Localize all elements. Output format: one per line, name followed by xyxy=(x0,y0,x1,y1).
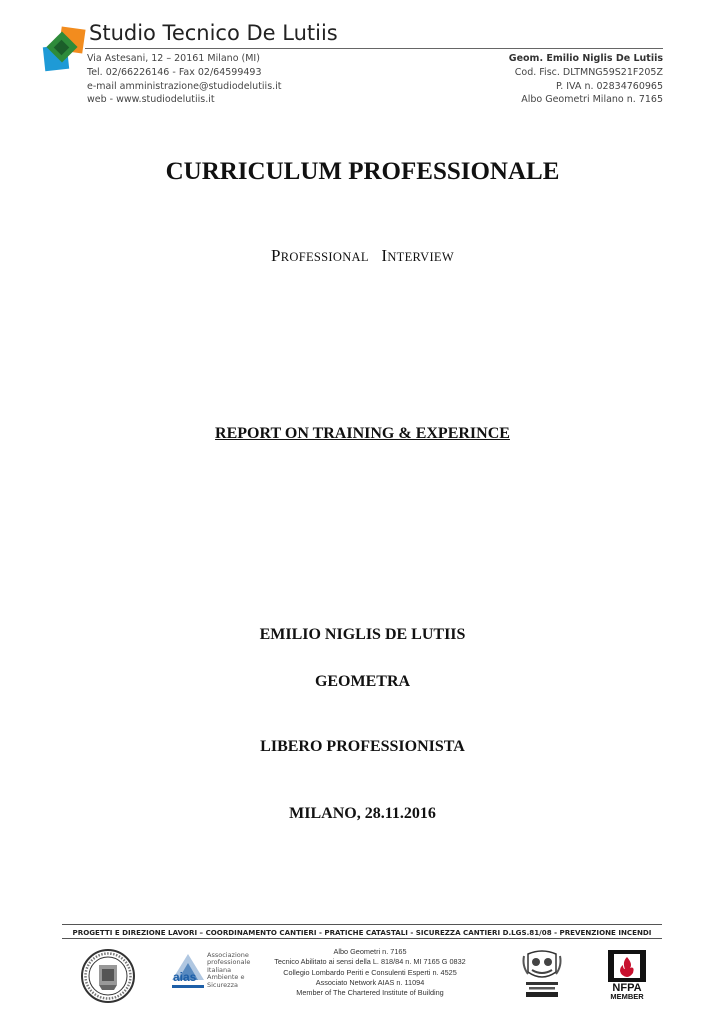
header-registration xyxy=(509,52,663,107)
nfpa-member-label: MEMBER xyxy=(610,992,644,1000)
credential-line: Collegio Lombardo Periti e Consulenti Esperti n. 4525 xyxy=(283,967,457,977)
vat-number: P. IVA n. 02834760965 xyxy=(555,80,663,92)
email: e-mail amministrazione@studiodelutiis.it xyxy=(87,80,282,92)
website: web - www.studiodelutiis.it xyxy=(87,94,215,106)
studio-logo xyxy=(40,26,90,76)
ciob-crest-icon xyxy=(520,948,564,1000)
register-number: Albo Geometri Milano n. 7165 xyxy=(521,94,663,106)
document-subtitle xyxy=(0,246,725,266)
footer-divider-top xyxy=(62,924,662,925)
subtitle-rest-1: ROFESSIONAL xyxy=(280,250,369,264)
document-title: CURRICULUM PROFESSIONALE xyxy=(165,158,560,185)
aias-line: Associazione xyxy=(207,951,249,959)
credential-line: Tecnico Abilitato ai sensi della L. 818/84 n. MI 7165 G 0832 xyxy=(274,957,466,967)
aias-line: Sicurezza xyxy=(207,980,238,989)
footer-credentials xyxy=(235,947,505,998)
studio-name: Studio Tecnico De Lutiis xyxy=(89,21,338,45)
report-heading: REPORT ON TRAINING & EXPERINCE xyxy=(215,425,510,442)
subtitle-rest-2: NTERVIEW xyxy=(387,250,454,264)
subtitle-initial-i: I xyxy=(381,246,388,265)
aias-logo-icon xyxy=(170,950,206,992)
credential-line: Albo Geometri n. 7165 xyxy=(333,947,407,956)
aias-line: Ambiente e xyxy=(207,973,245,982)
aias-line: Italiana xyxy=(207,965,232,974)
professional-name: Geom. Emilio Niglis De Lutiis xyxy=(508,53,663,64)
footer-divider-bottom xyxy=(62,938,662,939)
credential-line: Associato Network AIAS n. 11094 xyxy=(315,977,425,987)
header-divider xyxy=(85,48,663,49)
collegio-seal-icon xyxy=(80,948,136,1004)
subtitle-initial-p: P xyxy=(271,246,281,265)
person-profession: LIBERO PROFESSIONISTA xyxy=(260,738,465,755)
nfpa-wordmark: NFPA xyxy=(612,982,642,994)
phone-fax: Tel. 02/66226146 - Fax 02/64599493 xyxy=(87,66,262,78)
nfpa-logo-icon xyxy=(604,950,650,1000)
services-list: PROGETTI E DIREZIONE LAVORI – COORDINAMENTO CANTIERI - PRATICHE CATASTALI - SICUREZZA CANTIERI D.LGS.81/08 - PREVENZIONE INCENDI xyxy=(72,928,652,937)
aias-wordmark: aias xyxy=(173,970,197,984)
person-name: EMILIO NIGLIS DE LUTIIS xyxy=(259,626,466,643)
place-date: MILANO, 28.11.2016 xyxy=(289,805,436,822)
tax-code: Cod. Fisc. DLTMNG59S21F205Z xyxy=(514,66,663,78)
aias-line: professionale xyxy=(207,958,251,967)
person-role: GEOMETRA xyxy=(314,673,411,690)
address: Via Astesani, 12 – 20161 Milano (MI) xyxy=(87,53,260,64)
header-contacts xyxy=(87,52,282,107)
credential-line: Member of The Chartered Institute of Building xyxy=(296,988,444,998)
